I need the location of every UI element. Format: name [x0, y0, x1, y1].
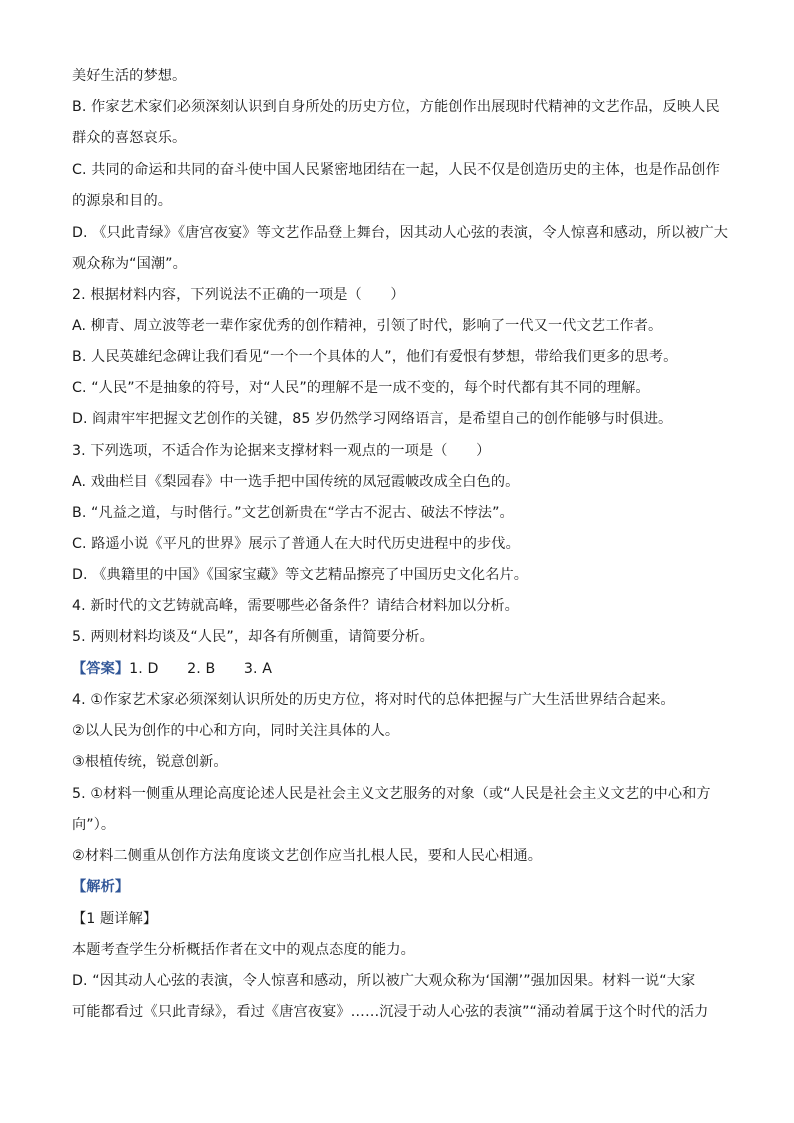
question-2: 2. 根据材料内容，下列说法不正确的一项是（ ） — [72, 287, 405, 303]
text-line: 观众称为“国潮”。 — [72, 256, 187, 272]
question-5: 5. 两则材料均谈及“人民”，却各有所侧重，请简要分析。 — [72, 629, 434, 645]
answer-detail-line: 4. ①作家艺术家必须深刻认识所处的历史方位，将对时代的总体把握与广大生活世界结合起来。 — [72, 692, 675, 708]
detail-line: 本题考查学生分析概括作者在文中的观点态度的能力。 — [72, 942, 415, 958]
answer-detail-line: ③根植传统，锐意创新。 — [72, 754, 228, 770]
option-line: B. 人民英雄纪念碑让我们看见“一个一个具体的人”，他们有爱恨有梦想，带给我们更多的思考。 — [72, 349, 678, 365]
option-line: C. 路遥小说《平凡的世界》展示了普通人在大时代历史进程中的步伐。 — [72, 536, 520, 552]
option-line: D. 阎肃牢牢把握文艺创作的关键，85 岁仍然学习网络语言，是希望自己的创作能够与时俱进。 — [72, 411, 673, 427]
text-line: 的源泉和目的。 — [72, 193, 173, 209]
question-3: 3. 下列选项，不适合作为论据来支撑材料一观点的一项是（ ） — [72, 443, 491, 459]
detail-line: D. “因其动人心弦的表演，令人惊喜和感动，所以被广大观众称为‘国潮’”强加因果。材料一说“大家 — [72, 973, 696, 989]
option-line: B. “凡益之道，与时偕行。”文艺创新贵在“学古不泥古、破法不悖法”。 — [72, 505, 514, 521]
text-line: C. 共同的命运和共同的奋斗使中国人民紧密地团结在一起，人民不仅是创造历史的主体，也是作品创作 — [72, 162, 720, 178]
question-4: 4. 新时代的文艺铸就高峰，需要哪些必备条件？请结合材料加以分析。 — [72, 598, 519, 614]
detail-heading: 【1 题详解】 — [72, 911, 158, 927]
answer-detail-line: 5. ①材料一侧重从理论高度论述人民是社会主义文艺服务的对象（或“人民是社会主义文艺的中心和方 — [72, 786, 711, 802]
text-line: 美好生活的梦想。 — [72, 68, 187, 84]
text-line: D. 《只此青绿》《唐宫夜宴》等文艺作品登上舞台，因其动人心弦的表演，令人惊喜和感动，所以被广大 — [72, 225, 729, 241]
option-line: A. 戏曲栏目《梨园春》中一选手把中国传统的凤冠霞帔改成全白色的。 — [72, 474, 520, 490]
option-line: D. 《典籍里的中国》《国家宝藏》等文艺精品擦亮了中国历史文化名片。 — [72, 567, 529, 583]
option-line: A. 柳青、周立波等老一辈作家优秀的创作精神，引领了时代，影响了一代又一代文艺工作者。 — [72, 318, 663, 334]
answer-text: 1. D 2. B 3. A — [129, 661, 273, 677]
answer-detail-line: ②以人民为创作的中心和方向，同时关注具体的人。 — [72, 723, 400, 739]
option-line: C. “人民”不是抽象的符号，对“人民”的理解不是一成不变的，每个时代都有其不同的理解。 — [72, 380, 650, 396]
analysis-label: 【解析】 — [72, 879, 130, 895]
answer-line — [72, 659, 722, 679]
detail-line: 可能都看过《只此青绿》，看过《唐宫夜宴》……沉浸于动人心弦的表演”“涌动着属于这个时代的活力 — [72, 1004, 709, 1020]
answer-detail-line: ②材料二侧重从创作方法角度谈文艺创作应当扎根人民，要和人民心相通。 — [72, 848, 543, 864]
text-line: 群众的喜怒哀乐。 — [72, 130, 187, 146]
answer-detail-line: 向”）。 — [72, 817, 116, 833]
text-line: B. 作家艺术家们必须深刻认识到自身所处的历史方位，方能创作出展现时代精神的文艺作品，反映人民 — [72, 99, 720, 115]
answer-label: 【答案】 — [72, 661, 130, 677]
